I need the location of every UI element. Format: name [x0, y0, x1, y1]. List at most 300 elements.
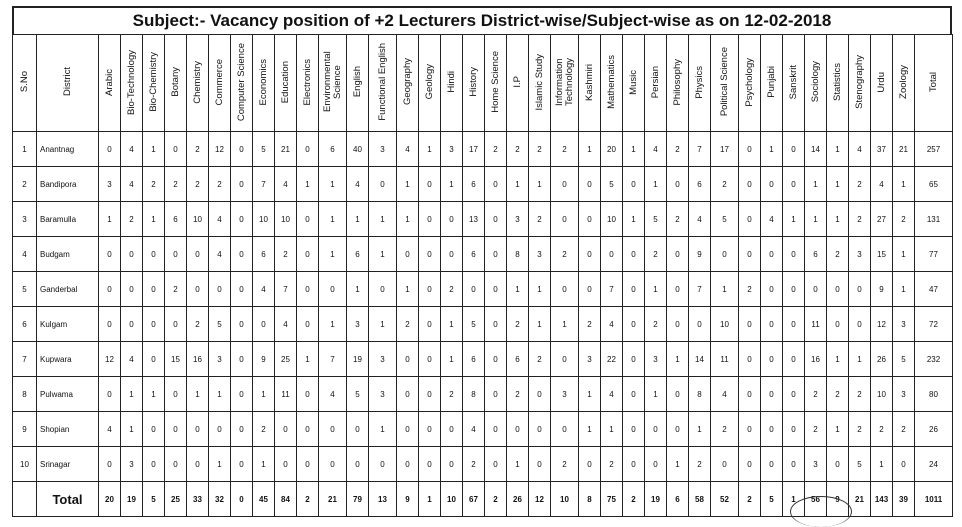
- vacancy-cell: 0: [143, 412, 165, 447]
- column-header: [121, 35, 143, 132]
- serial-number: 8: [13, 377, 37, 412]
- vacancy-cell: 0: [623, 412, 645, 447]
- column-header: [893, 35, 915, 132]
- vacancy-cell: 0: [739, 377, 761, 412]
- vacancy-cell: 0: [121, 307, 143, 342]
- column-header: [827, 35, 849, 132]
- total-cell: 20: [99, 482, 121, 517]
- column-header: [297, 35, 319, 132]
- vacancy-cell: 2: [551, 447, 579, 482]
- vacancy-cell: 0: [783, 272, 805, 307]
- vacancy-cell: 0: [739, 202, 761, 237]
- vacancy-cell: 4: [397, 132, 419, 167]
- column-header: [99, 35, 121, 132]
- vacancy-cell: 0: [231, 377, 253, 412]
- column-header-label: Electronics: [301, 58, 313, 106]
- vacancy-cell: 1: [849, 342, 871, 377]
- vacancy-cell: 0: [121, 272, 143, 307]
- vacancy-cell: 2: [893, 412, 915, 447]
- vacancy-cell: 2: [601, 447, 623, 482]
- column-header-label: Statistics: [831, 62, 843, 101]
- column-header: [915, 35, 953, 132]
- vacancy-cell: 0: [761, 377, 783, 412]
- vacancy-table: [12, 34, 953, 517]
- vacancy-cell: 27: [871, 202, 893, 237]
- vacancy-cell: 20: [601, 132, 623, 167]
- column-header: [419, 35, 441, 132]
- total-cell: 10: [441, 482, 463, 517]
- total-cell: 19: [645, 482, 667, 517]
- vacancy-cell: 1: [369, 202, 397, 237]
- vacancy-cell: 0: [99, 447, 121, 482]
- column-header: [871, 35, 893, 132]
- vacancy-cell: 3: [121, 447, 143, 482]
- column-header-label: Stenography: [853, 55, 865, 109]
- vacancy-cell: 1: [319, 237, 347, 272]
- column-header: [667, 35, 689, 132]
- serial-number: 3: [13, 202, 37, 237]
- vacancy-cell: 2: [507, 377, 529, 412]
- vacancy-cell: 2: [441, 272, 463, 307]
- vacancy-cell: 3: [99, 167, 121, 202]
- total-cell: 56: [805, 482, 827, 517]
- vacancy-cell: 0: [529, 447, 551, 482]
- column-header: [761, 35, 783, 132]
- total-cell: 5: [761, 482, 783, 517]
- serial-number: 1: [13, 132, 37, 167]
- column-header-label: S.No: [18, 71, 30, 93]
- district-name: Anantnag: [37, 132, 99, 167]
- empty-cell: [13, 482, 37, 517]
- vacancy-cell: 0: [99, 307, 121, 342]
- vacancy-cell: 0: [143, 237, 165, 272]
- vacancy-cell: 2: [529, 132, 551, 167]
- column-header-label: Bio-Chemistry: [147, 52, 159, 112]
- vacancy-cell: 0: [485, 272, 507, 307]
- column-header-label: Botany: [169, 67, 181, 97]
- column-header-label: Kashmiri: [583, 63, 595, 101]
- vacancy-cell: 0: [551, 167, 579, 202]
- vacancy-cell: 0: [441, 412, 463, 447]
- total-cell: 1: [783, 482, 805, 517]
- vacancy-cell: 25: [275, 342, 297, 377]
- column-header: [579, 35, 601, 132]
- vacancy-cell: 3: [347, 307, 369, 342]
- vacancy-cell: 0: [319, 412, 347, 447]
- column-header-label: Physics: [693, 65, 705, 99]
- vacancy-cell: 1: [297, 342, 319, 377]
- vacancy-cell: 0: [551, 202, 579, 237]
- vacancy-cell: 0: [419, 167, 441, 202]
- vacancy-cell: 0: [623, 377, 645, 412]
- vacancy-cell: 2: [667, 132, 689, 167]
- vacancy-cell: 0: [99, 132, 121, 167]
- vacancy-cell: 2: [827, 237, 849, 272]
- vacancy-cell: 0: [231, 132, 253, 167]
- vacancy-cell: 0: [231, 342, 253, 377]
- vacancy-cell: 2: [871, 412, 893, 447]
- column-header: [849, 35, 871, 132]
- column-header: [601, 35, 623, 132]
- serial-number: 6: [13, 307, 37, 342]
- vacancy-cell: 0: [739, 237, 761, 272]
- vacancy-cell: 24: [915, 447, 953, 482]
- table-row: [13, 237, 953, 272]
- vacancy-cell: 0: [623, 237, 645, 272]
- vacancy-cell: 16: [805, 342, 827, 377]
- vacancy-cell: 0: [551, 272, 579, 307]
- vacancy-cell: 72: [915, 307, 953, 342]
- vacancy-cell: 1: [143, 377, 165, 412]
- vacancy-cell: 0: [209, 272, 231, 307]
- vacancy-cell: 2: [849, 412, 871, 447]
- vacancy-cell: 0: [441, 237, 463, 272]
- column-header: [319, 35, 347, 132]
- vacancy-cell: 0: [783, 132, 805, 167]
- vacancy-cell: 0: [579, 167, 601, 202]
- vacancy-cell: 0: [231, 167, 253, 202]
- vacancy-cell: 77: [915, 237, 953, 272]
- vacancy-cell: 6: [463, 342, 485, 377]
- vacancy-cell: 0: [689, 307, 711, 342]
- vacancy-cell: 1: [121, 412, 143, 447]
- vacancy-cell: 0: [419, 272, 441, 307]
- vacancy-cell: 3: [209, 342, 231, 377]
- column-header-label: Commerce: [213, 58, 225, 106]
- vacancy-cell: 10: [187, 202, 209, 237]
- vacancy-cell: 0: [645, 447, 667, 482]
- vacancy-cell: 2: [827, 377, 849, 412]
- vacancy-cell: 1: [761, 132, 783, 167]
- total-cell: 39: [893, 482, 915, 517]
- vacancy-cell: 0: [761, 307, 783, 342]
- vacancy-cell: 0: [369, 447, 397, 482]
- vacancy-cell: 0: [165, 412, 187, 447]
- vacancy-cell: 0: [347, 447, 369, 482]
- vacancy-cell: 1: [441, 307, 463, 342]
- column-header: [209, 35, 231, 132]
- total-cell: 9: [397, 482, 419, 517]
- vacancy-cell: 0: [187, 272, 209, 307]
- vacancy-cell: 2: [849, 377, 871, 412]
- vacancy-cell: 0: [419, 237, 441, 272]
- vacancy-cell: 1: [871, 447, 893, 482]
- vacancy-cell: 0: [369, 167, 397, 202]
- vacancy-cell: 4: [99, 412, 121, 447]
- vacancy-cell: 7: [253, 167, 275, 202]
- vacancy-cell: 80: [915, 377, 953, 412]
- column-header-label: Functional English: [376, 43, 388, 121]
- table-row: [13, 167, 953, 202]
- vacancy-cell: 0: [397, 342, 419, 377]
- vacancy-cell: 1: [827, 167, 849, 202]
- column-header-label: Sociology: [809, 61, 821, 103]
- vacancy-cell: 0: [231, 272, 253, 307]
- vacancy-cell: 0: [397, 447, 419, 482]
- vacancy-cell: 2: [689, 447, 711, 482]
- column-header-label: Persian: [649, 65, 661, 99]
- vacancy-cell: 3: [893, 307, 915, 342]
- vacancy-cell: 1: [529, 167, 551, 202]
- district-name: Kupwara: [37, 342, 99, 377]
- vacancy-cell: 0: [485, 237, 507, 272]
- district-name: Ganderbal: [37, 272, 99, 307]
- vacancy-cell: 0: [739, 167, 761, 202]
- vacancy-cell: 1: [827, 132, 849, 167]
- vacancy-cell: 5: [893, 342, 915, 377]
- vacancy-cell: 4: [275, 167, 297, 202]
- column-header: [165, 35, 187, 132]
- column-header: [783, 35, 805, 132]
- total-cell: 19: [121, 482, 143, 517]
- vacancy-cell: 17: [463, 132, 485, 167]
- vacancy-cell: 0: [297, 237, 319, 272]
- column-header: [485, 35, 507, 132]
- column-header: [507, 35, 529, 132]
- vacancy-cell: 4: [711, 377, 739, 412]
- vacancy-cell: 0: [623, 272, 645, 307]
- column-header-label: Islamic Study: [533, 53, 545, 111]
- vacancy-cell: 4: [689, 202, 711, 237]
- vacancy-cell: 2: [711, 412, 739, 447]
- column-header-label: Urdu: [875, 71, 887, 93]
- total-cell: 2: [739, 482, 761, 517]
- vacancy-cell: 1: [369, 412, 397, 447]
- vacancy-cell: 4: [121, 342, 143, 377]
- vacancy-cell: 1: [529, 272, 551, 307]
- vacancy-cell: 0: [441, 447, 463, 482]
- vacancy-cell: 1: [689, 412, 711, 447]
- vacancy-cell: 0: [99, 377, 121, 412]
- vacancy-cell: 1: [827, 412, 849, 447]
- vacancy-cell: 8: [463, 377, 485, 412]
- vacancy-cell: 1: [507, 272, 529, 307]
- vacancy-cell: 4: [121, 167, 143, 202]
- vacancy-cell: 0: [579, 202, 601, 237]
- total-cell: 2: [623, 482, 645, 517]
- vacancy-cell: 1: [667, 447, 689, 482]
- vacancy-cell: 4: [209, 237, 231, 272]
- vacancy-cell: 0: [849, 307, 871, 342]
- vacancy-cell: 0: [711, 447, 739, 482]
- vacancy-cell: 0: [485, 307, 507, 342]
- table-row: [13, 377, 953, 412]
- vacancy-cell: 15: [871, 237, 893, 272]
- vacancy-cell: 1: [623, 202, 645, 237]
- vacancy-cell: 14: [805, 132, 827, 167]
- vacancy-cell: 0: [187, 237, 209, 272]
- column-header: [397, 35, 419, 132]
- vacancy-cell: 2: [441, 377, 463, 412]
- vacancy-cell: 2: [463, 447, 485, 482]
- vacancy-cell: 1: [579, 377, 601, 412]
- total-cell: 33: [187, 482, 209, 517]
- vacancy-cell: 0: [623, 307, 645, 342]
- vacancy-cell: 2: [253, 412, 275, 447]
- column-header-label: Punjabi: [765, 66, 777, 98]
- vacancy-cell: 0: [319, 272, 347, 307]
- vacancy-cell: 5: [601, 167, 623, 202]
- vacancy-cell: 3: [529, 237, 551, 272]
- vacancy-cell: 3: [893, 377, 915, 412]
- column-header-label: Education: [279, 60, 291, 104]
- vacancy-cell: 5: [711, 202, 739, 237]
- vacancy-cell: 0: [529, 412, 551, 447]
- vacancy-cell: 0: [419, 412, 441, 447]
- total-cell: 1: [419, 482, 441, 517]
- vacancy-cell: 0: [579, 237, 601, 272]
- column-header: [13, 35, 37, 132]
- vacancy-cell: 3: [849, 237, 871, 272]
- column-header-label: Geography: [401, 58, 413, 106]
- vacancy-cell: 0: [275, 447, 297, 482]
- total-cell: 143: [871, 482, 893, 517]
- vacancy-cell: 6: [347, 237, 369, 272]
- vacancy-cell: 10: [871, 377, 893, 412]
- vacancy-cell: 0: [667, 377, 689, 412]
- vacancy-cell: 0: [275, 412, 297, 447]
- serial-number: 5: [13, 272, 37, 307]
- vacancy-cell: 1: [827, 342, 849, 377]
- vacancy-cell: 0: [419, 342, 441, 377]
- vacancy-cell: 0: [231, 237, 253, 272]
- vacancy-cell: 0: [485, 167, 507, 202]
- vacancy-cell: 0: [121, 237, 143, 272]
- vacancy-cell: 0: [623, 167, 645, 202]
- total-cell: 2: [297, 482, 319, 517]
- table-row: [13, 202, 953, 237]
- vacancy-cell: 0: [99, 272, 121, 307]
- vacancy-cell: 2: [711, 167, 739, 202]
- serial-number: 4: [13, 237, 37, 272]
- vacancy-cell: 0: [165, 237, 187, 272]
- total-cell: 1011: [915, 482, 953, 517]
- vacancy-cell: 0: [601, 237, 623, 272]
- vacancy-cell: 0: [551, 412, 579, 447]
- column-header-label: Philosophy: [671, 58, 683, 106]
- total-cell: 25: [165, 482, 187, 517]
- column-header-label: History: [467, 67, 479, 97]
- vacancy-cell: 0: [667, 307, 689, 342]
- vacancy-cell: 2: [485, 132, 507, 167]
- vacancy-cell: 4: [121, 132, 143, 167]
- vacancy-cell: 0: [463, 272, 485, 307]
- total-cell: 45: [253, 482, 275, 517]
- vacancy-cell: 0: [827, 272, 849, 307]
- vacancy-cell: 1: [297, 167, 319, 202]
- vacancy-cell: 0: [485, 342, 507, 377]
- vacancy-cell: 2: [579, 307, 601, 342]
- column-header: [187, 35, 209, 132]
- column-header: [689, 35, 711, 132]
- vacancy-cell: 0: [165, 307, 187, 342]
- vacancy-cell: 2: [165, 272, 187, 307]
- vacancy-cell: 12: [99, 342, 121, 377]
- vacancy-cell: 7: [689, 132, 711, 167]
- vacancy-cell: 0: [419, 447, 441, 482]
- vacancy-cell: 2: [529, 202, 551, 237]
- vacancy-cell: 1: [579, 132, 601, 167]
- vacancy-cell: 0: [623, 342, 645, 377]
- vacancy-cell: 6: [319, 132, 347, 167]
- vacancy-cell: 1: [579, 412, 601, 447]
- vacancy-cell: 3: [507, 202, 529, 237]
- vacancy-cell: 0: [297, 377, 319, 412]
- vacancy-cell: 0: [143, 447, 165, 482]
- table-row: [13, 307, 953, 342]
- vacancy-cell: 1: [893, 167, 915, 202]
- vacancy-cell: 2: [805, 377, 827, 412]
- total-cell: 12: [529, 482, 551, 517]
- vacancy-cell: 4: [601, 377, 623, 412]
- vacancy-cell: 1: [347, 202, 369, 237]
- vacancy-cell: 257: [915, 132, 953, 167]
- vacancy-cell: 1: [253, 447, 275, 482]
- vacancy-cell: 6: [463, 167, 485, 202]
- vacancy-cell: 5: [347, 377, 369, 412]
- vacancy-cell: 0: [485, 412, 507, 447]
- vacancy-cell: 0: [397, 377, 419, 412]
- column-header: [805, 35, 827, 132]
- vacancy-cell: 40: [347, 132, 369, 167]
- vacancy-cell: 37: [871, 132, 893, 167]
- vacancy-cell: 1: [805, 202, 827, 237]
- vacancy-cell: 131: [915, 202, 953, 237]
- header-row: [13, 35, 953, 132]
- table-row: [13, 412, 953, 447]
- vacancy-cell: 1: [507, 447, 529, 482]
- vacancy-cell: 0: [783, 167, 805, 202]
- vacancy-cell: 0: [165, 132, 187, 167]
- vacancy-cell: 0: [667, 272, 689, 307]
- vacancy-cell: 15: [165, 342, 187, 377]
- vacancy-cell: 1: [507, 167, 529, 202]
- vacancy-cell: 47: [915, 272, 953, 307]
- vacancy-cell: 2: [667, 202, 689, 237]
- vacancy-cell: 0: [485, 377, 507, 412]
- vacancy-cell: 5: [645, 202, 667, 237]
- vacancy-cell: 0: [645, 412, 667, 447]
- vacancy-cell: 16: [187, 342, 209, 377]
- column-header: [347, 35, 369, 132]
- column-header: [143, 35, 165, 132]
- vacancy-cell: 4: [871, 167, 893, 202]
- vacancy-cell: 4: [253, 272, 275, 307]
- vacancy-cell: 0: [297, 447, 319, 482]
- vacancy-cell: 26: [871, 342, 893, 377]
- total-cell: 21: [849, 482, 871, 517]
- column-header: [551, 35, 579, 132]
- vacancy-cell: 2: [507, 307, 529, 342]
- vacancy-cell: 0: [187, 412, 209, 447]
- vacancy-cell: 1: [645, 272, 667, 307]
- table-row: [13, 132, 953, 167]
- vacancy-cell: 9: [253, 342, 275, 377]
- vacancy-cell: 0: [297, 412, 319, 447]
- total-cell: 5: [143, 482, 165, 517]
- vacancy-cell: 19: [347, 342, 369, 377]
- column-header-label: Computer Science: [235, 42, 247, 122]
- vacancy-cell: 7: [689, 272, 711, 307]
- vacancy-cell: 2: [187, 307, 209, 342]
- district-name: Bandipora: [37, 167, 99, 202]
- vacancy-cell: 14: [689, 342, 711, 377]
- vacancy-cell: 0: [739, 307, 761, 342]
- vacancy-cell: 0: [783, 377, 805, 412]
- vacancy-cell: 4: [463, 412, 485, 447]
- column-header-label: Total: [927, 71, 939, 93]
- vacancy-cell: 1: [893, 237, 915, 272]
